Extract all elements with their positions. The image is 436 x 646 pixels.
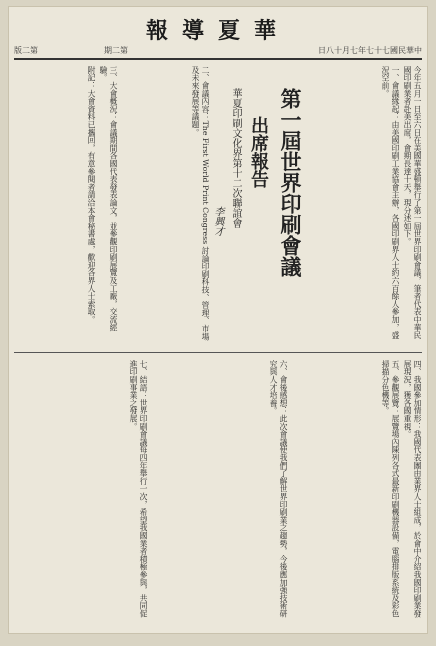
text-column-6: 七、結語：世界印刷會議每四年舉行一次，希望我國業者積極參與，共同促進印刷事業之發展。 xyxy=(129,360,148,618)
article-author: 李興才 xyxy=(212,206,223,236)
text-column-4: 四、我國參加情形：我國代表團由業界人士組成，於會中介紹我國印刷業發展現況，獲各國重視。 五、參觀展覽：展覽場內陳列各式最新印刷機器設備，電腦排版系統及彩色掃描分色機等。 xyxy=(381,360,422,618)
issue-number: 期二第 xyxy=(104,45,128,55)
publication-date: 日八十月七年七十七國民華中 xyxy=(318,45,422,55)
header-bar xyxy=(14,42,422,60)
title-block xyxy=(212,88,314,277)
page-number: 版二第 xyxy=(14,45,38,55)
newspaper-page xyxy=(8,6,428,634)
article-subtitle: 出席報告 xyxy=(248,116,269,188)
article-note: 華夏印刷文化界第十二次聯誼會 xyxy=(230,88,241,228)
text-column-1: 今年五月一日至六日在美國華盛頓舉行了第一屆世界印刷會議，筆者代表中華民國印刷業者赴美出席，會期長達十天，現分述如下。 一、會議緣起：由美國印刷工業協會主辦，各國印刷界人士約六百餘人參加，盛況空前。 xyxy=(381,66,422,339)
text-column-2: 二、會議內容：The First World Print Congress 討論印刷科技、管理、市場及未來發展等議題。 xyxy=(191,66,210,341)
masthead: 報導夏華 xyxy=(145,18,290,44)
text-column-3: 三、大會概況：會議期間各國代表發表論文，並參觀印刷展覽及工廠，交流經驗。 附記：大會資料已攜回，有意參閱者請洽本會秘書處，歡迎各界人士索取。 xyxy=(87,66,118,332)
article-title: 第一屆世界印刷會議 xyxy=(278,88,303,277)
text-column-5: 六、會後感想：此次會議使我們了解世界印刷業之趨勢，今後應加強技術研究與人才培養。 xyxy=(269,360,288,618)
horizontal-divider xyxy=(14,352,422,353)
article-area xyxy=(14,66,422,628)
